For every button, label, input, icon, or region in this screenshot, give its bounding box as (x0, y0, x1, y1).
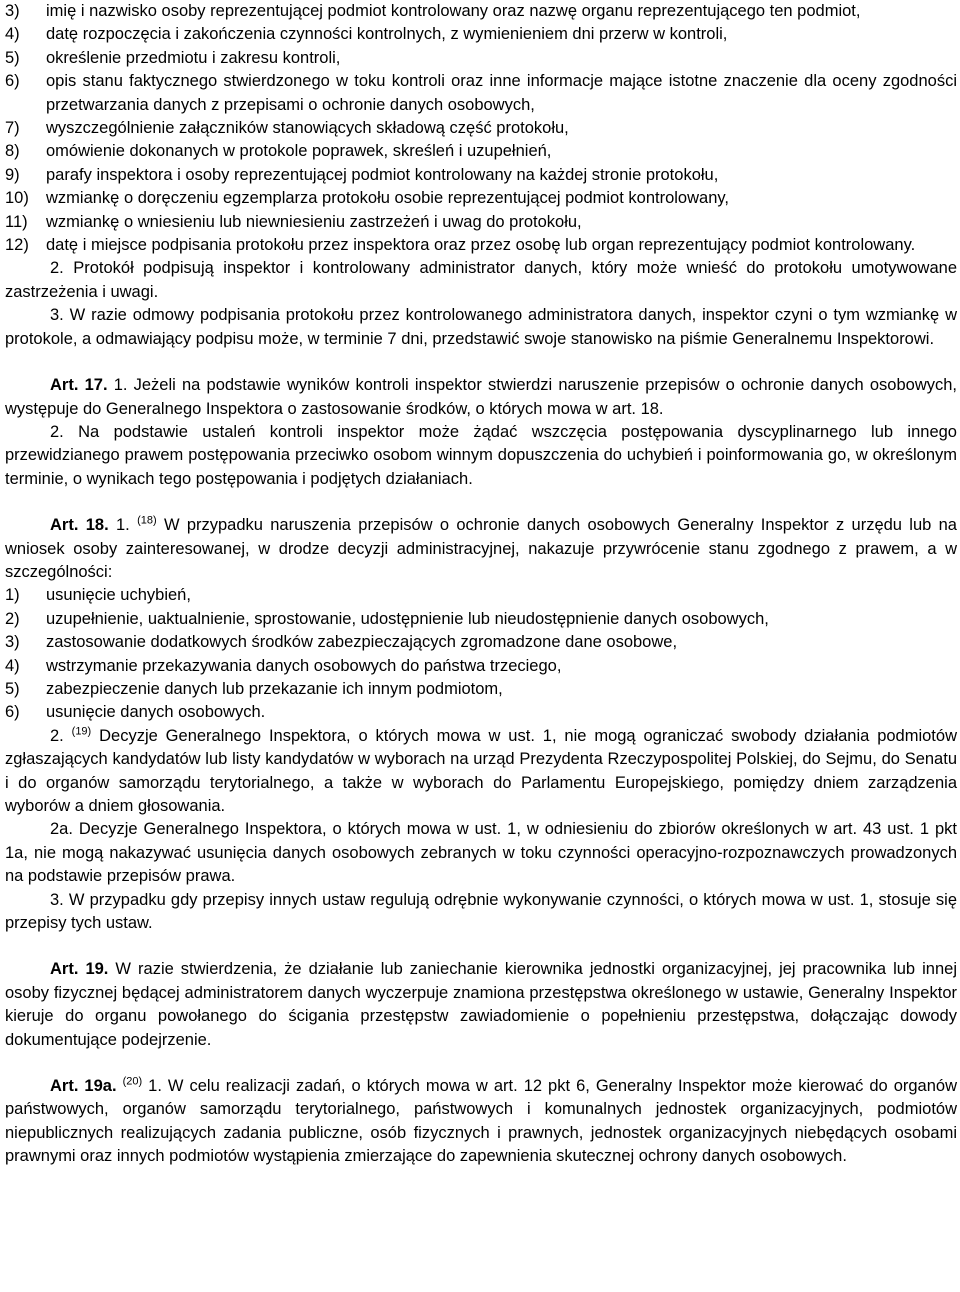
art16-paragraph-2: 2. Protokół podpisują inspektor i kontrolowany administrator danych, który może wnieść do protokołu umotywowane zastrzeżenia i uwagi. (5, 259, 957, 301)
art19-paragraph: Art. 19. W razie stwierdzenia, że działanie lub zaniechanie kierownika jednostki organizacyjnej, jej pracownika lub innej osoby fizycznej będącej administratorem danych wyczerpuje znamiona przestępstwa określonego w ustawie, Generalny Inspektor kieruje do organu powołanego do ścigania przestępstw zawiadomienie o popełnieniu przestępstwa, dołączając dowody dokumentujące podejrzenie. (5, 960, 957, 1049)
footnote-marker: (19) (71, 725, 92, 738)
list-item: 5) zabezpieczenie danych lub przekazanie ich innym podmiotom, (5, 679, 503, 698)
list-item: 10) wzmiankę o doręczeniu egzemplarza protokołu osobie reprezentującej podmiot kontrolowany, (5, 189, 729, 208)
list-item: 7) wyszczególnienie załączników stanowiących składową część protokołu, (5, 119, 569, 138)
list-item: 6) opis stanu faktycznego stwierdzonego w toku kontroli oraz inne informacje mające istotne znaczenie dla oceny zgodności przetwarzania danych z przepisami o ochronie danych osobowych, (5, 72, 957, 114)
article-heading: Art. 19a. (50, 1077, 117, 1096)
list-item: 3) zastosowanie dodatkowych środków zabezpieczających zgromadzone dane osobowe, (5, 633, 678, 652)
art17-paragraph-2: 2. Na podstawie ustaleń kontroli inspektor może żądać wszczęcia postępowania dyscyplinarnego lub innego przewidzianego prawem postępowania przeciwko osobom winnym dopuszczenia do uchybień i poinformowania go, w określonym terminie, o wynikach tego postępowania i podjętych działaniach. (5, 422, 957, 488)
list-item: 4) wstrzymanie przekazywania danych osobowych do państwa trzeciego, (5, 656, 562, 675)
art19a-paragraph: Art. 19a. $^{(20)}$ 1. W celu realizacji zadań, o których mowa w art. 12 pkt 6, Generalny Inspektor może kierować do organów państwowych, organów samorządu terytorialnego, państwowych i komunalnych jednostek organizacyjnych, podmiotów niepublicznych realizujących zadania publiczne, osób fizycznych i prawnych, jednostek organizacyjnych niebędących osobami prawnymi oraz innych podmiotów wystąpienia zmierzające do zapewnienia skutecznej ochrony danych osobowych. (5, 1075, 957, 1166)
art16-paragraph-3: 3. W razie odmowy podpisania protokołu przez kontrolowanego administratora danych, inspektor czyni o tym wzmiankę w protokole, a odmawiający podpisu może, w terminie 7 dni, przedstawić swoje stanowisko na piśmie Generalnemu Inspektorowi. (5, 306, 957, 348)
spacer (5, 491, 957, 514)
protocol-contents-list (5, 0, 957, 257)
list-item: 4) datę rozpoczęcia i zakończenia czynności kontrolnych, z wymienieniem dni przerw w kontroli, (5, 25, 728, 44)
list-item: 5) określenie przedmiotu i zakresu kontroli, (5, 48, 341, 67)
footnote-marker: (18) (137, 514, 157, 527)
art18-paragraph-1: Art. 18. 1. $^{(18)}$ W przypadku naruszenia przepisów o ochronie danych osobowych Generalny Inspektor z urzędu lub na wniosek osoby zainteresowanej, w drodze decyzji administracyjnej, nakazuje przywrócenie stanu zgodnego z prawem, a w szczególności: (5, 514, 957, 581)
list-item: 3) imię i nazwisko osoby reprezentującej podmiot kontrolowany oraz nazwę organu reprezentującego ten podmiot, (5, 2, 861, 20)
article-heading: Art. 19. (50, 960, 109, 979)
spacer (5, 1052, 957, 1075)
article-heading: Art. 17. (50, 376, 108, 395)
list-item: 8) omówienie dokonanych w protokole poprawek, skreśleń i uzupełnień, (5, 142, 552, 161)
list-item: 1) usunięcie uchybień, (5, 586, 191, 605)
art18-paragraph-3: 3. W przypadku gdy przepisy innych ustaw regulują odrębnie wykonywanie czynności, o których mowa w ust. 1, stosuje się przepisy tych ustaw. (5, 890, 957, 933)
list-item: 9) parafy inspektora i osoby reprezentującej podmiot kontrolowany na każdej stronie protokołu, (5, 165, 719, 184)
art17-paragraph-1: Art. 17. 1. Jeżeli na podstawie wyników kontroli inspektor stwierdzi naruszenie przepisów o ochronie danych osobowych, występuje do Generalnego Inspektora o zastosowanie środków, o których mowa w art. 18. (5, 376, 957, 418)
art18-paragraph-2a: 2a. Decyzje Generalnego Inspektora, o których mowa w ust. 1, w odniesieniu do zbiorów określonych w art. 43 ust. 1 pkt 1a, nie mogą nakazywać usunięcia danych osobowych zebranych w toku czynności operacyjno-rozpoznawczych prowadzonych na podstawie przepisów prawa. (5, 820, 957, 886)
list-item: 12) datę i miejsce podpisania protokołu przez inspektora oraz przez osobę lub organ reprezentujący podmiot kontrolowany. (5, 236, 916, 255)
article-heading: Art. 18. (50, 516, 109, 535)
art18-paragraph-2: 2. $^{(19)}$ Decyzje Generalnego Inspektora, o których mowa w ust. 1, nie mogą ograniczać swobody działania podmiotów zgłaszających kandydatów lub listy kandydatów w wyborach na urząd Prezydenta Rzeczypospolitej Polskiej, do Sejmu, do Senatu i do organów samorządu terytorialnego, a także w wyborach do Parlamentu Europejskiego, pomiędzy dniem zarządzenia wyborów a dniem głosowania. (5, 725, 957, 815)
footnote-marker: (20) (122, 1075, 143, 1088)
list-item: 11) wzmiankę o wniesieniu lub niewniesieniu zastrzeżeń i uwag do protokołu, (5, 212, 582, 231)
list-item: 2) uzupełnienie, uaktualnienie, sprostowanie, udostępnienie lub nieudostępnienie danych osobowych, (5, 609, 769, 628)
art18-measures-list (5, 584, 957, 724)
list-item: 6) usunięcie danych osobowych. (5, 703, 266, 722)
spacer (5, 351, 957, 374)
spacer (5, 935, 957, 958)
